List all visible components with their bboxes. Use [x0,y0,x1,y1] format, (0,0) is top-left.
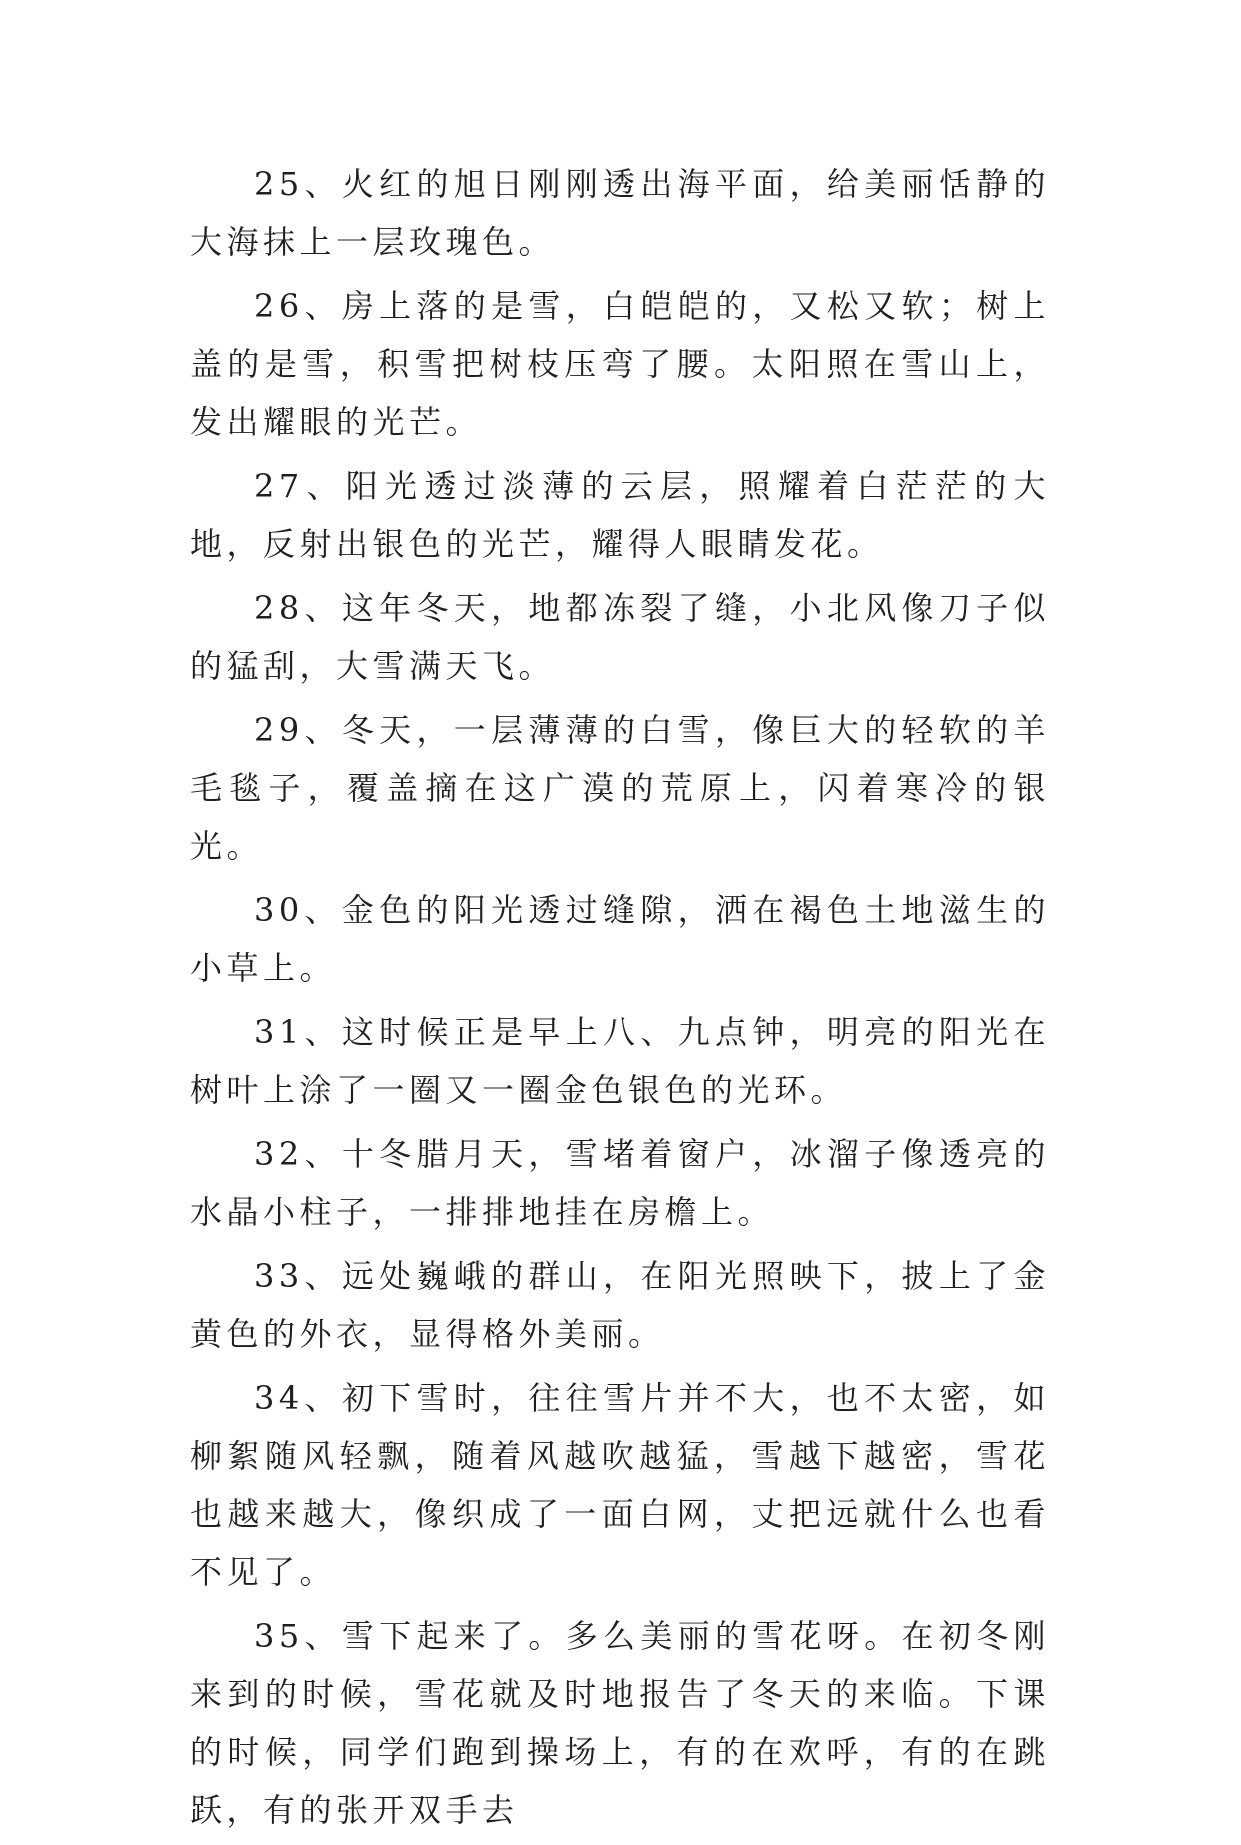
paragraph-26: 26、房上落的是雪，白皑皑的，又松又软；树上盖的是雪，积雪把树枝压弯了腰。太阳照在雪山上，发出耀眼的光芒。 [190,287,1050,441]
paragraph-33: 33、远处巍峨的群山，在阳光照映下，披上了金黄色的外衣，显得格外美丽。 [190,1257,1050,1353]
paragraph-29: 29、冬天，一层薄薄的白雪，像巨大的轻软的羊毛毯子，覆盖摘在这广漠的荒原上，闪着寒冷的银光。 [190,711,1050,865]
paragraph-32: 32、十冬腊月天，雪堵着窗户，冰溜子像透亮的水晶小柱子，一排排地挂在房檐上。 [190,1135,1050,1231]
paragraph-34: 34、初下雪时，往往雪片并不大，也不太密，如柳絮随风轻飘，随着风越吹越猛，雪越下越密，雪花也越来越大，像织成了一面白网，丈把远就什么也看不见了。 [190,1379,1050,1591]
paragraph-25: 25、火红的旭日刚刚透出海平面，给美丽恬静的大海抹上一层玫瑰色。 [190,165,1050,261]
paragraph-27: 27、阳光透过淡薄的云层，照耀着白茫茫的大地，反射出银色的光芒，耀得人眼睛发花。 [190,467,1050,563]
paragraph-31: 31、这时候正是早上八、九点钟，明亮的阳光在树叶上涂了一圈又一圈金色银色的光环。 [190,1013,1050,1109]
document-body [190,155,1050,1845]
paragraph-35: 35、雪下起来了。多么美丽的雪花呀。在初冬刚来到的时候，雪花就及时地报告了冬天的来临。下课的时候，同学们跑到操场上，有的在欢呼，有的在跳跃，有的张开双手去 [190,1617,1050,1829]
paragraph-28: 28、这年冬天，地都冻裂了缝，小北风像刀子似的猛刮，大雪满天飞。 [190,589,1050,685]
paragraph-30: 30、金色的阳光透过缝隙，洒在褐色土地滋生的小草上。 [190,891,1050,987]
